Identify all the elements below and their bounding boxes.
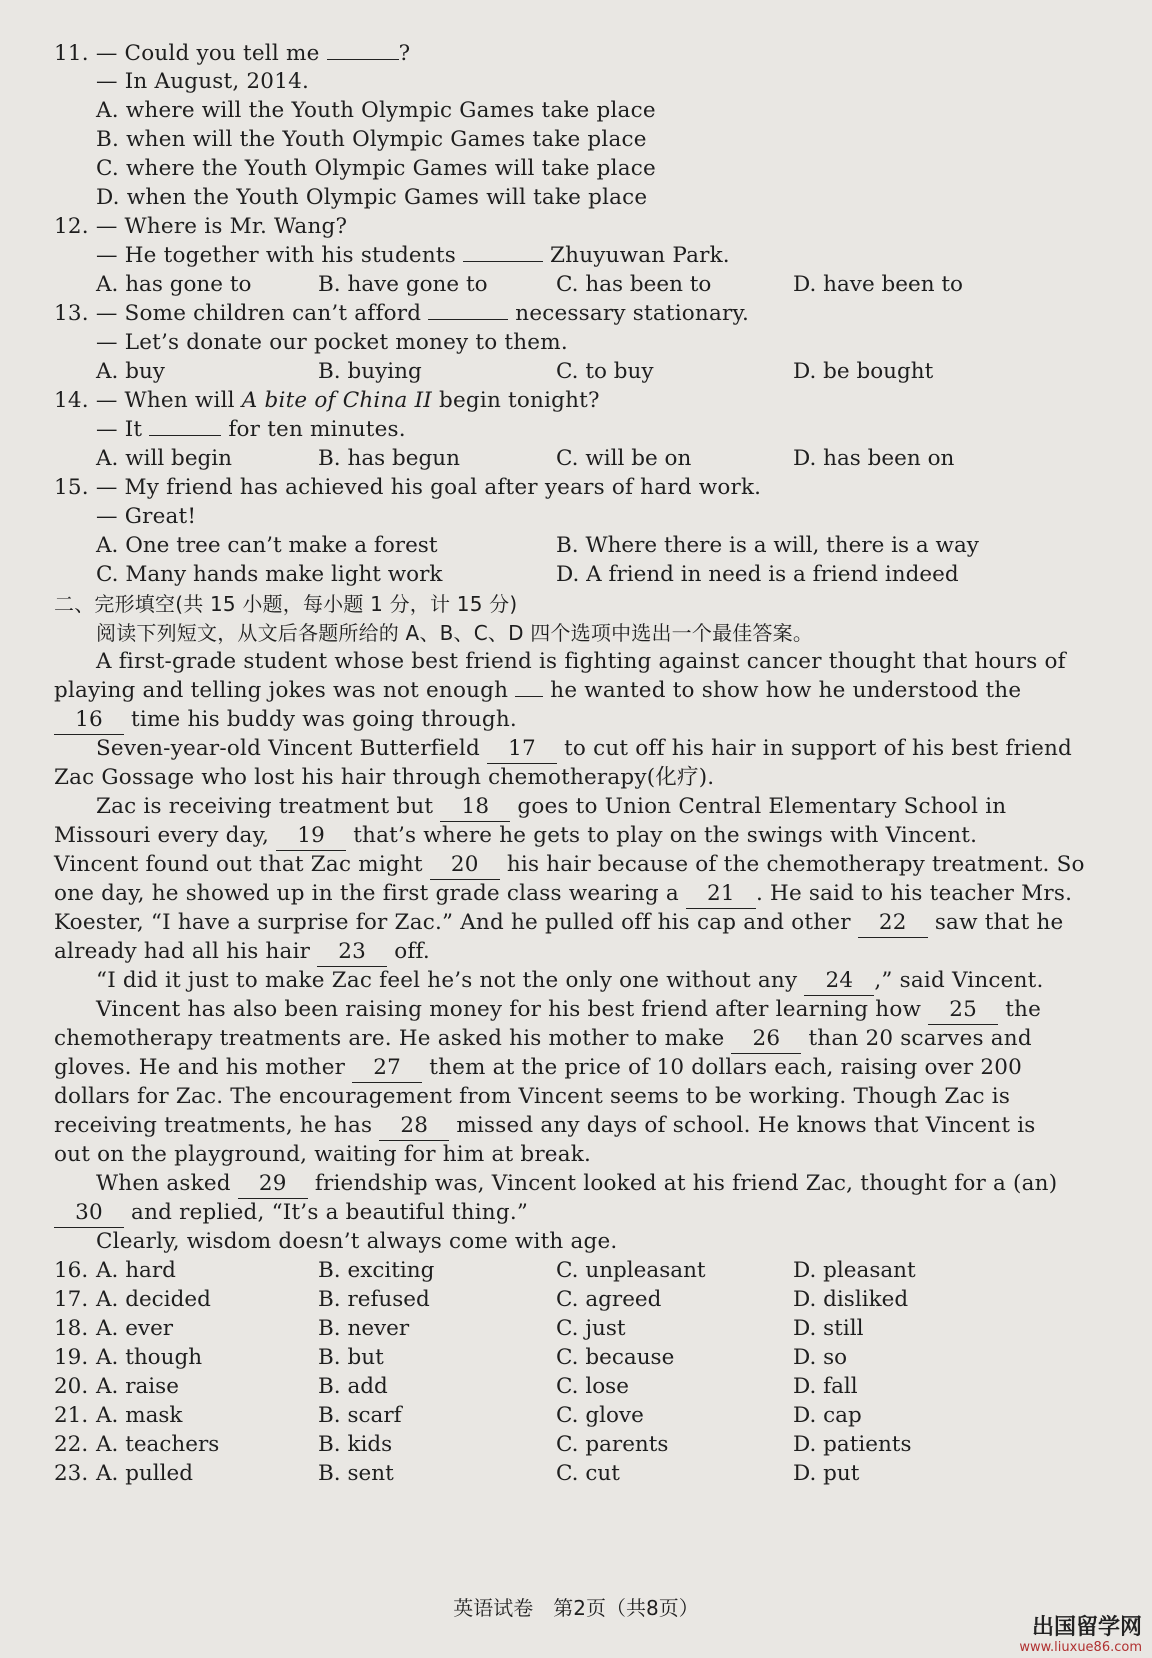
option-d: D. fall (793, 1374, 858, 1399)
q15-option-d: D. A friend in need is a friend indeed (556, 562, 959, 587)
program-title: A bite of China II (241, 388, 432, 413)
passage-line: A first-grade student whose best friend is fighting against cancer thought that hours of (96, 649, 1066, 674)
q14-option-d: D. has been on (793, 446, 955, 471)
option-a: A. decided (96, 1287, 211, 1312)
option-d: D. patients (793, 1432, 912, 1457)
option-b: B. kids (318, 1432, 393, 1457)
q13-answer-line: — Let’s donate our pocket money to them. (96, 330, 568, 355)
q12-answer-line: — He together with his students Zhuyuwan Park. (96, 243, 730, 268)
option-b: B. add (318, 1374, 388, 1399)
option-d: D. still (793, 1316, 864, 1341)
option-a: A. though (96, 1345, 203, 1370)
option-a: A. teachers (96, 1432, 220, 1457)
passage-line: Zac is receiving treatment but 18 goes to Union Central Elementary School in (96, 793, 1006, 822)
q14-answer-line: — It for ten minutes. (96, 417, 406, 442)
passage-line: Clearly, wisdom doesn’t always come with age. (96, 1229, 618, 1254)
q14-stem: 14. — When will A bite of China II begin tonight? (54, 388, 600, 413)
watermark-logo: 出国留学网 www.liuxue86.com (1019, 1615, 1142, 1655)
option-c: C. lose (556, 1374, 629, 1399)
q15-answer-line: — Great! (96, 504, 197, 529)
option-b: B. but (318, 1345, 384, 1370)
option-c: C. just (556, 1316, 626, 1341)
option-number: 22. (54, 1432, 89, 1457)
option-number: 17. (54, 1287, 89, 1312)
passage-line: Vincent found out that Zac might 20 his hair because of the chemotherapy treatment. So (54, 851, 1085, 880)
q15-stem: 15. — My friend has achieved his goal after years of hard work. (54, 475, 762, 500)
passage-line: 30 and replied, “It’s a beautiful thing.” (54, 1199, 528, 1228)
passage-line: “I did it just to make Zac feel he’s not the only one without any 24 ,” said Vincent. (96, 967, 1044, 996)
option-c: C. parents (556, 1432, 669, 1457)
option-number: 19. (54, 1345, 89, 1370)
option-number: 20. (54, 1374, 89, 1399)
option-a: A. mask (96, 1403, 183, 1428)
passage-line: Koester, “I have a surprise for Zac.” And he pulled off his cap and other 22 saw that he (54, 909, 1063, 938)
q13-stem: 13. — Some children can’t afford necessary stationary. (54, 301, 749, 326)
q14-option-c: C. will be on (556, 446, 692, 471)
passage-line: Zac Gossage who lost his hair through chemotherapy(化疗). (54, 765, 715, 790)
q11-stem: 11. — Could you tell me ? (54, 41, 411, 66)
q14-option-a: A. will begin (96, 446, 233, 471)
option-d: D. put (793, 1461, 860, 1486)
option-d: D. cap (793, 1403, 862, 1428)
option-a: A. ever (96, 1316, 174, 1341)
q13-option-b: B. buying (318, 359, 422, 384)
passage-line: playing and telling jokes was not enough he wanted to show how he understood the (54, 678, 1022, 703)
passage-line: receiving treatments, he has 28 missed any days of school. He knows that Vincent is (54, 1112, 1036, 1141)
q15-option-c: C. Many hands make light work (96, 562, 443, 587)
passage-line: Missouri every day, 19 that’s where he gets to play on the swings with Vincent. (54, 822, 977, 851)
passage-line: When asked 29 friendship was, Vincent looked at his friend Zac, thought for a (an) (96, 1170, 1057, 1199)
option-b: B. scarf (318, 1403, 402, 1428)
q15-option-b: B. Where there is a will, there is a way (556, 533, 979, 558)
q11-option-b: B. when will the Youth Olympic Games take place (96, 127, 647, 152)
q12-option-c: C. has been to (556, 272, 712, 297)
passage-line: Seven-year-old Vincent Butterfield 17 to cut off his hair in support of his best friend (96, 735, 1072, 764)
option-b: B. refused (318, 1287, 430, 1312)
q12-stem: 12. — Where is Mr. Wang? (54, 214, 348, 239)
passage-line: one day, he showed up in the first grade class wearing a 21 . He said to his teacher Mrs. (54, 880, 1072, 909)
option-b: B. sent (318, 1461, 394, 1486)
option-number: 18. (54, 1316, 89, 1341)
q11-option-d: D. when the Youth Olympic Games will take place (96, 185, 648, 210)
q13-option-a: A. buy (96, 359, 165, 384)
q13-option-c: C. to buy (556, 359, 654, 384)
page-footer: 英语试卷 第2页（共8页） (453, 1596, 699, 1620)
q12-option-b: B. have gone to (318, 272, 488, 297)
option-a: A. pulled (96, 1461, 194, 1486)
option-b: B. exciting (318, 1258, 435, 1283)
option-c: C. unpleasant (556, 1258, 706, 1283)
option-c: C. agreed (556, 1287, 662, 1312)
q13-option-d: D. be bought (793, 359, 934, 384)
q15-option-a: A. One tree can’t make a forest (96, 533, 438, 558)
q11-answer-line: — In August, 2014. (96, 69, 309, 94)
section-title: 二、完形填空(共 15 小题，每小题 1 分，计 15 分) (54, 592, 518, 616)
section-instructions: 阅读下列短文，从文后各题所给的 A、B、C、D 四个选项中选出一个最佳答案。 (96, 621, 814, 645)
option-c: C. cut (556, 1461, 620, 1486)
passage-line: gloves. He and his mother 27 them at the price of 10 dollars each, raising over 200 (54, 1054, 1022, 1083)
q12-option-a: A. has gone to (96, 272, 252, 297)
option-a: A. raise (96, 1374, 179, 1399)
option-d: D. pleasant (793, 1258, 916, 1283)
q12-option-d: D. have been to (793, 272, 963, 297)
passage-line: out on the playground, waiting for him at break. (54, 1142, 592, 1167)
passage-line: already had all his hair 23 off. (54, 938, 430, 967)
option-d: D. so (793, 1345, 848, 1370)
option-a: A. hard (96, 1258, 176, 1283)
option-number: 23. (54, 1461, 89, 1486)
passage-line: 16 time his buddy was going through. (54, 706, 517, 735)
q11-option-c: C. where the Youth Olympic Games will take place (96, 156, 656, 181)
option-b: B. never (318, 1316, 410, 1341)
q14-option-b: B. has begun (318, 446, 460, 471)
passage-line: dollars for Zac. The encouragement from Vincent seems to be working. Though Zac is (54, 1084, 1011, 1109)
passage-line: chemotherapy treatments are. He asked his mother to make 26 than 20 scarves and (54, 1025, 1032, 1054)
option-c: C. because (556, 1345, 675, 1370)
option-number: 21. (54, 1403, 89, 1428)
passage-line: Vincent has also been raising money for his best friend after learning how 25 the (96, 996, 1041, 1025)
option-d: D. disliked (793, 1287, 909, 1312)
q11-option-a: A. where will the Youth Olympic Games take place (96, 98, 656, 123)
option-c: C. glove (556, 1403, 644, 1428)
option-number: 16. (54, 1258, 89, 1283)
